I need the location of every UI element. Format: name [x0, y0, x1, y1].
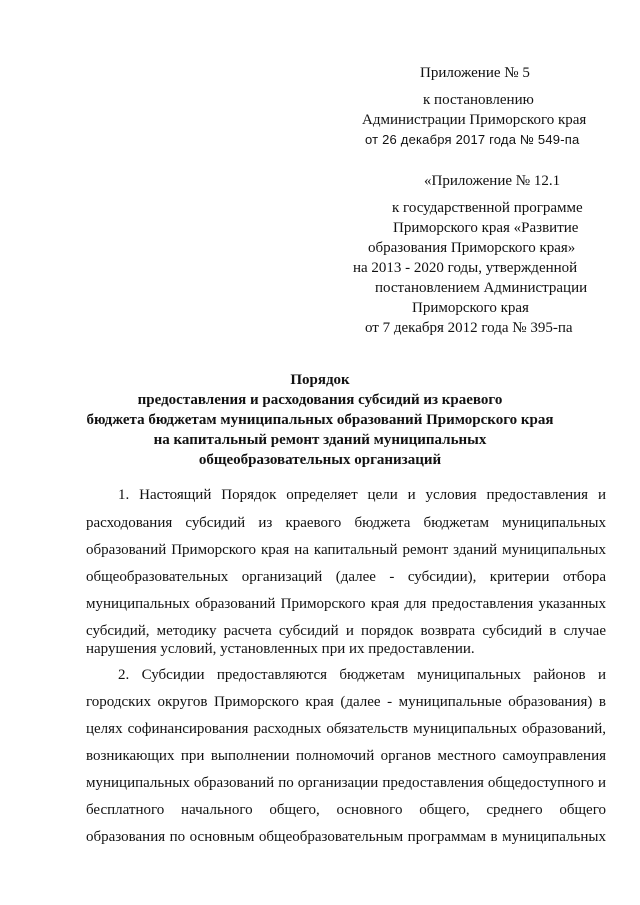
- paragraph-2-line: городских округов Приморского края (далее - муниципальные образования) в: [86, 694, 606, 710]
- administration-name: Администрации Приморского края: [362, 112, 587, 128]
- quote-line: Приморского края: [412, 300, 529, 316]
- title-line: предоставления и расходования субсидий из краевого: [137, 392, 503, 408]
- quote-line: постановлением Администрации: [375, 280, 588, 296]
- document-title: Порядок: [290, 372, 350, 388]
- quote-line: образования Приморского края»: [368, 240, 576, 256]
- paragraph-2-line: возникающих при выполнении полномочий органов местного самоуправления: [86, 748, 606, 764]
- paragraph-2-line: муниципальных образований по организации предоставления общедоступного и: [86, 775, 606, 791]
- paragraph-2-line: 2. Субсидии предоставляются бюджетам муниципальных районов и: [118, 667, 606, 683]
- quote-appendix-number: «Приложение № 12.1: [424, 173, 561, 189]
- paragraph-1-line: 1. Настоящий Порядок определяет цели и условия предоставления и: [118, 487, 606, 503]
- quote-line: на 2013 - 2020 годы, утвержденной: [353, 260, 578, 276]
- title-line: на капитальный ремонт зданий муниципальных: [153, 432, 487, 448]
- paragraph-1-line: субсидий, методику расчета субсидий и порядок возврата субсидий в случае: [86, 623, 606, 639]
- paragraph-2-line: бесплатного начального общего, основного общего, среднего общего: [86, 802, 606, 818]
- paragraph-1-line: муниципальных образований Приморского края для предоставления указанных: [86, 596, 606, 612]
- title-line: бюджета бюджетам муниципальных образований Приморского края: [86, 412, 554, 428]
- quote-line: от 7 декабря 2012 года № 395-па: [365, 320, 573, 336]
- paragraph-2-line: образования по основным общеобразовательным программам в муниципальных: [86, 829, 606, 845]
- quote-line: Приморского края «Развитие: [393, 220, 579, 236]
- paragraph-1-line: общеобразовательных организаций (далее - субсидии), критерии отбора: [86, 569, 606, 585]
- paragraph-2-line: целях софинансирования расходных обязательств муниципальных образований,: [86, 721, 606, 737]
- quote-line: к государственной программе: [392, 200, 583, 216]
- paragraph-1-line: расходования субсидий из краевого бюджета бюджетам муниципальных: [86, 515, 606, 531]
- title-line: общеобразовательных организаций: [198, 452, 442, 468]
- appendix-number: Приложение № 5: [420, 65, 530, 81]
- resolution-date-number-stamp: от 26 декабря 2017 года № 549-па: [365, 132, 580, 147]
- paragraph-1-line: нарушения условий, установленных при их предоставлении.: [86, 641, 475, 657]
- to-resolution: к постановлению: [423, 92, 534, 108]
- paragraph-1-line: образований Приморского края на капитальный ремонт зданий муниципальных: [86, 542, 606, 558]
